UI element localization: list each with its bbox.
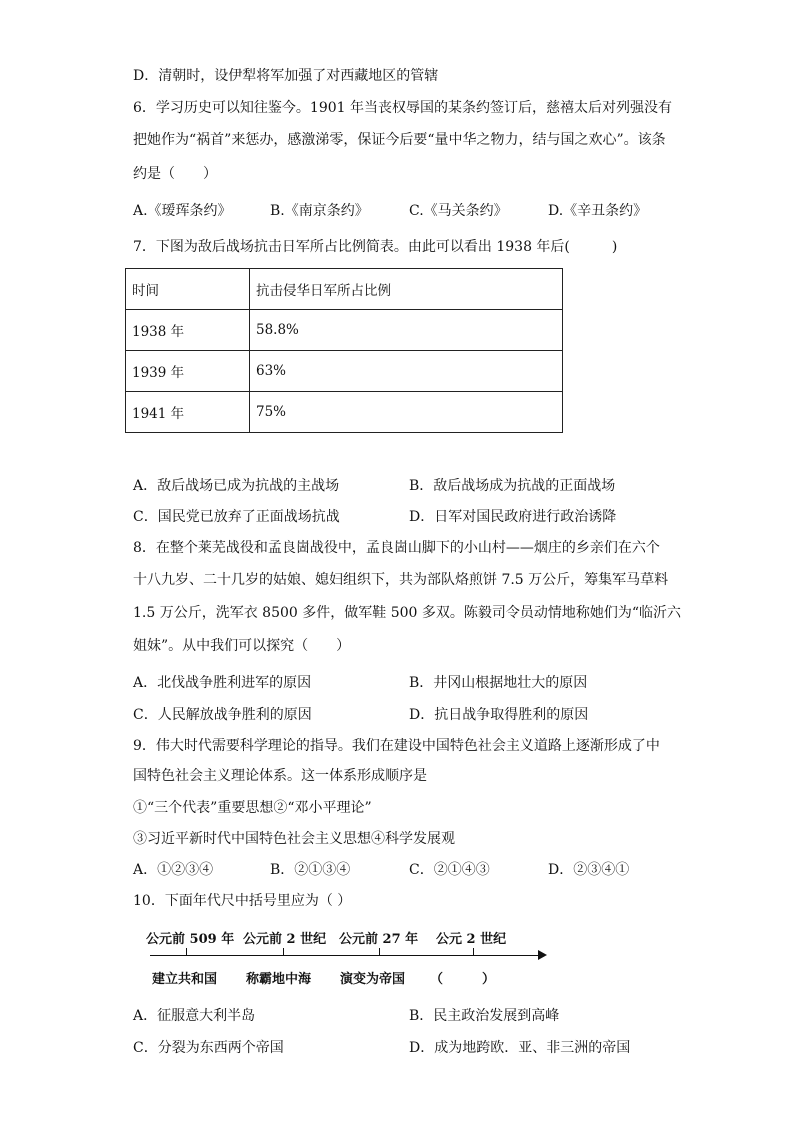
q9-stem-line-1: 9．伟大时代需要科学理论的指导。我们在建设中国特色社会主义道路上逐渐形成了中	[133, 738, 660, 754]
q8-stem-line-1: 8．在整个莱芜战役和孟良崮战役中，孟良崮山脚下的小山村——烟庄的乡亲们在六个	[133, 540, 660, 556]
table-row	[126, 392, 563, 433]
timeline-date: 公元前 509 年	[146, 932, 235, 947]
q7-option-c: C．国民党已放弃了正面战场抗战	[133, 509, 340, 525]
q9-item-line-1: ①“三个代表”重要思想②“邓小平理论”	[133, 800, 372, 816]
q10-stem: 10．下面年代尺中括号里应为（ ）	[133, 893, 352, 909]
q7-table	[125, 268, 563, 433]
timeline-event: 演变为帝国	[340, 972, 406, 987]
timeline-axis	[150, 955, 542, 956]
q6-option-c: C.《马关条约》	[409, 203, 508, 219]
q9-option-d: D．②③④①	[548, 862, 630, 878]
q6-stem-line-1: 6．学习历史可以知往鉴今。1901 年当丧权辱国的某条约签订后，慈禧太后对列强没有	[133, 100, 672, 116]
q9-stem-line-2: 国特色社会主义理论体系。这一体系形成顺序是	[133, 768, 427, 784]
q6-option-a: A.《瑷珲条约》	[133, 203, 232, 219]
q8-option-c: C．人民解放战争胜利的原因	[133, 707, 312, 723]
table-cell: 1938 年	[126, 310, 250, 351]
timeline-tick	[186, 948, 187, 955]
q9-option-c: C．②①④③	[409, 862, 490, 878]
table-header-row	[126, 269, 563, 310]
timeline-date: 公元前 2 世纪	[243, 932, 327, 947]
q9-option-b: B．②①③④	[270, 862, 351, 878]
q10-option-b: B．民主政治发展到高峰	[409, 1008, 560, 1024]
table-cell: 1941 年	[126, 392, 250, 433]
timeline-ruler	[140, 926, 560, 986]
q6-stem-line-2: 把她作为“祸首”来惩办，感激涕零，保证今后要“量中华之物力，结与国之欢心”。该条	[133, 132, 666, 148]
q5-option-d: D．清朝时，设伊犁将军加强了对西藏地区的管辖	[133, 68, 439, 84]
timeline-tick	[379, 948, 380, 955]
q8-stem-line-3: 1.5 万公斤，洗军衣 8500 多件，做军鞋 500 多双。陈毅司令员动情地称她们为“临沂六	[133, 605, 682, 621]
q8-option-b: B．井冈山根据地壮大的原因	[409, 675, 588, 691]
timeline-tick	[283, 948, 284, 955]
timeline-event: 建立共和国	[152, 972, 218, 987]
timeline-date: 公元 2 世纪	[436, 932, 507, 947]
timeline-arrow-icon	[538, 950, 547, 960]
table-header-cell: 时间	[126, 269, 250, 310]
q7-stem: 7．下图为敌后战场抗击日军所占比例简表。由此可以看出 1938 年后( )	[133, 239, 618, 255]
q6-stem-line-3: 约是（ ）	[133, 166, 217, 182]
q8-stem-line-4: 姐妹”。从中我们可以探究（ ）	[133, 638, 351, 654]
timeline-date: 公元前 27 年	[339, 932, 419, 947]
table-cell: 63%	[250, 351, 563, 392]
q6-option-b: B.《南京条约》	[270, 203, 369, 219]
q10-option-c: C．分裂为东西两个帝国	[133, 1040, 284, 1056]
q8-stem-line-2: 十八九岁、二十几岁的姑娘、媳妇组织下，共为部队烙煎饼 7.5 万公斤，筹集军马草料	[133, 572, 669, 588]
q6-option-d: D.《辛丑条约》	[548, 203, 648, 219]
q9-option-a: A．①②③④	[133, 862, 214, 878]
q10-option-d: D．成为地跨欧．亚、非三洲的帝国	[409, 1040, 631, 1056]
timeline-event: （ ）	[430, 972, 496, 987]
q9-item-line-2: ③习近平新时代中国特色社会主义思想④科学发展观	[133, 831, 455, 847]
q7-option-b: B．敌后战场成为抗战的正面战场	[409, 478, 616, 494]
table-row	[126, 310, 563, 351]
q7-option-d: D．日军对国民政府进行政治诱降	[409, 509, 617, 525]
q7-option-a: A．敌后战场已成为抗战的主战场	[133, 478, 340, 494]
table-cell: 75%	[250, 392, 563, 433]
table-header-cell: 抗击侵华日军所占比例	[250, 269, 563, 310]
timeline-event: 称霸地中海	[246, 972, 312, 987]
q10-option-a: A．征服意大利半岛	[133, 1008, 256, 1024]
table-cell: 58.8%	[250, 310, 563, 351]
table-row	[126, 351, 563, 392]
q8-option-a: A．北伐战争胜利进军的原因	[133, 675, 312, 691]
timeline-tick	[473, 948, 474, 955]
q8-option-d: D．抗日战争取得胜利的原因	[409, 707, 589, 723]
table-cell: 1939 年	[126, 351, 250, 392]
